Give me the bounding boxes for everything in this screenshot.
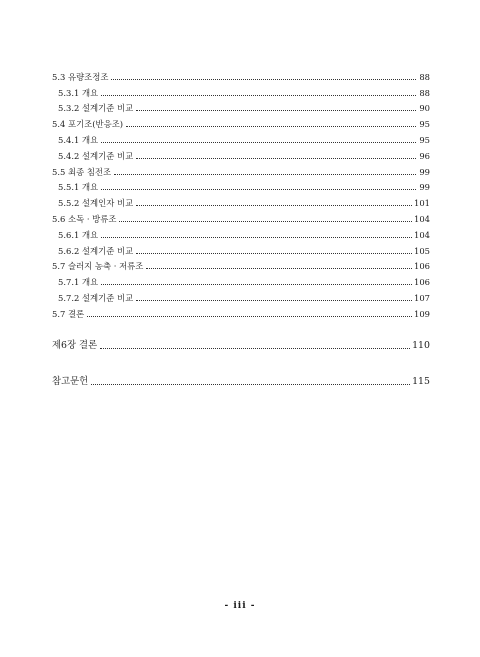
toc-entry-page: 95 [419,119,430,130]
toc-entry-label: 5.6 소독 · 방류조 [52,213,117,224]
dot-leader [136,158,416,159]
toc-entry-5-6-2 [52,240,430,256]
toc-entry-5-7-1 [52,271,430,287]
dot-leader [111,79,416,80]
toc-entry-page: 96 [419,150,430,161]
toc-entry-page: 88 [419,71,430,82]
toc-entry-5-4-1 [52,129,430,145]
toc-entry-page: 90 [419,103,430,114]
dot-leader [114,174,416,175]
toc-entry-label: 5.7.1 개요 [58,277,99,288]
toc-entry-page: 115 [412,375,430,387]
toc-entry-page: 107 [414,292,430,303]
dot-leader [136,300,412,301]
dot-leader [119,221,412,222]
dot-leader [87,316,412,317]
toc-entry-page: 106 [414,261,430,272]
toc-entry-chapter-6 [52,337,430,351]
toc-entry-references [52,373,430,387]
dot-leader [101,95,416,96]
toc-entry-label: 5.6.1 개요 [58,229,99,240]
toc-entry-5-5-1 [52,177,430,193]
toc-entry-label: 5.6.2 설계기준 비교 [58,245,134,256]
toc-entry-5-5 [52,161,430,177]
toc-entry-5-4 [52,113,430,129]
page-number: - iii - [224,601,256,611]
toc-entry-5-4-2 [52,145,430,161]
toc-entry-page: 88 [419,87,430,98]
dot-leader [146,268,412,269]
dot-leader [136,205,412,206]
toc-entry-label: 5.5.1 개요 [58,182,99,193]
toc-entry-5-3-1 [52,82,430,98]
toc-entry-page: 105 [414,245,430,256]
toc-entry-page: 95 [419,134,430,145]
dot-leader [101,284,412,285]
toc-entry-label: 5.5 최종 침전조 [52,166,112,177]
toc-entry-5-7-conclusion [52,303,430,319]
toc-entry-5-7-2 [52,287,430,303]
toc-entry-label: 제6장 결론 [52,339,98,351]
table-of-contents [52,66,430,387]
toc-entry-label: 5.7 슬러지 농축 · 저류조 [52,261,144,272]
toc-entry-label: 5.7.2 설계기준 비교 [58,292,134,303]
toc-entry-page: 104 [414,229,430,240]
toc-entry-page: 101 [414,198,430,209]
dot-leader [91,384,410,385]
toc-entry-label: 참고문헌 [52,375,89,387]
toc-entry-label: 5.3.2 설계기준 비교 [58,103,134,114]
toc-entry-page: 106 [414,277,430,288]
dot-leader [101,142,416,143]
toc-entry-page: 99 [419,166,430,177]
toc-entry-label: 5.4.1 개요 [58,134,99,145]
dot-leader [101,189,416,190]
dot-leader [136,110,416,111]
toc-entry-5-3 [52,66,430,82]
toc-entry-page: 109 [414,308,430,319]
toc-entry-label: 5.4.2 설계기준 비교 [58,150,134,161]
dot-leader [136,253,412,254]
toc-entry-5-6 [52,208,430,224]
dot-leader [126,126,416,127]
dot-leader [100,348,410,349]
toc-entry-5-7 [52,256,430,272]
toc-entry-label: 5.3 유량조정조 [52,71,109,82]
toc-entry-label: 5.5.2 설계인자 비교 [58,198,134,209]
toc-entry-5-3-2 [52,98,430,114]
toc-entry-label: 5.4 포기조(반응조) [52,119,124,130]
toc-entry-page: 99 [419,182,430,193]
toc-entry-5-5-2 [52,192,430,208]
toc-entry-label: 5.7 결론 [52,308,85,319]
toc-entry-label: 5.3.1 개요 [58,87,99,98]
dot-leader [101,237,412,238]
toc-entry-page: 110 [412,339,430,351]
toc-entry-page: 104 [414,213,430,224]
toc-entry-5-6-1 [52,224,430,240]
